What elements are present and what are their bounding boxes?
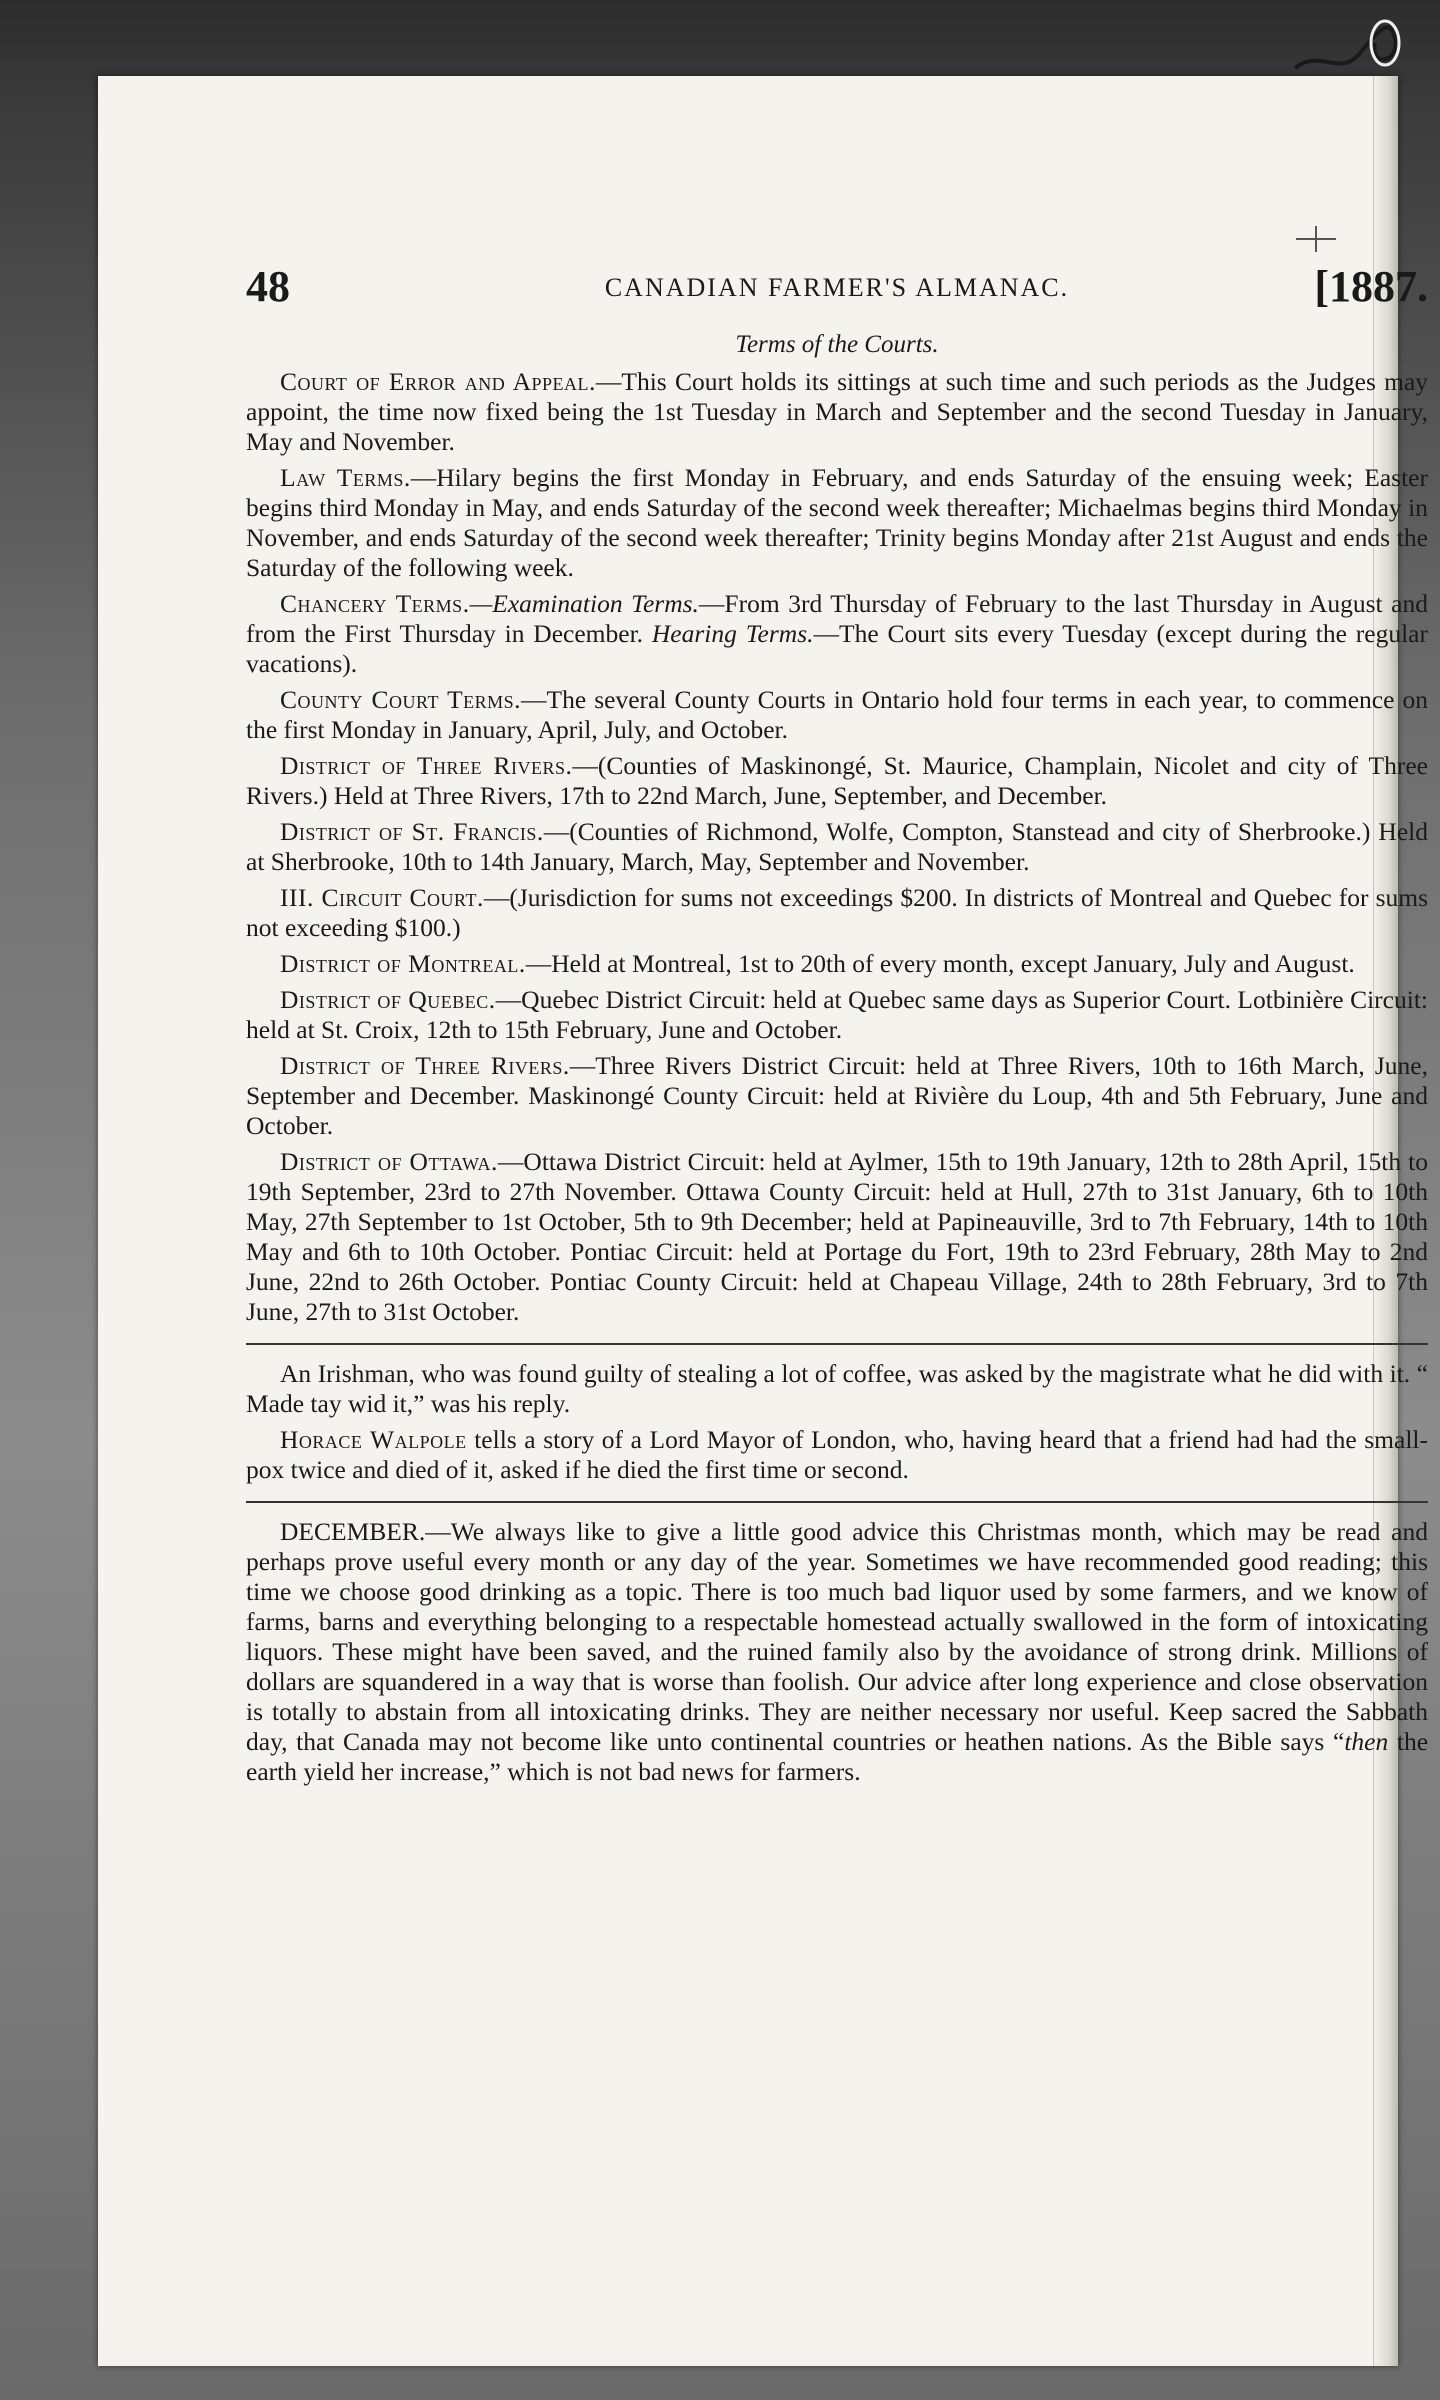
- paragraph-text: —(Counties of Richmond, Wolfe, Compton, Stanstead and city of Sherbrooke.) Held at Sherbrooke, 10th to 14th January, March, May, September and November.: [246, 817, 1428, 876]
- running-title: CANADIAN FARMER'S ALMANAC.: [604, 273, 1070, 302]
- paragraph-lead: III. Circuit Court.: [280, 883, 484, 912]
- paragraph-text: —The Court sits every Tuesday (except during the regular vacations).: [246, 619, 1428, 678]
- paragraph-lead: District of Three Rivers.: [280, 751, 573, 780]
- anecdote-text: tells a story of a Lord Mayor of London, who, having heard that a friend had had the small-pox twice and died of it, asked if he died the first time or second.: [246, 1425, 1428, 1484]
- anecdote-walpole: [246, 1425, 1428, 1485]
- paragraph-italic: Hearing Terms.: [651, 619, 814, 648]
- paragraph-court-of-error: [246, 367, 1428, 457]
- section-title: Terms of the Courts.: [735, 331, 939, 358]
- paragraph-law-terms: [246, 463, 1428, 583]
- paragraph-text: —This Court holds its sittings at such time and such periods as the Judges may appoint, the time now fixed being the 1st Tuesday in March and September and the second Tuesday in January, May and November.: [246, 367, 1429, 456]
- page-number: 48: [246, 262, 290, 311]
- paragraph-lead: County Court Terms.: [280, 685, 522, 714]
- december-text: the earth yield her increase,” which is not bad news for farmers.: [246, 1727, 1429, 1786]
- paragraph-lead: District of Quebec.: [280, 985, 496, 1014]
- paragraph-text: —Held at Montreal, 1st to 20th of every month, except January, July and August.: [525, 949, 1355, 978]
- page-header: [246, 261, 1428, 321]
- paragraph-lead: Court of Error and Appeal.: [280, 367, 596, 396]
- paragraph-text: —Three Rivers District Circuit: held at Three Rivers, 10th to 16th March, June, September and December. Maskinongé County Circuit: held at Rivière du Loup, 4th and 5th February, June and October.: [246, 1051, 1428, 1140]
- paragraph-lead: Chancery Terms.: [280, 589, 470, 618]
- divider-rule: [246, 1501, 1428, 1503]
- paragraph-county-court: [246, 685, 1428, 745]
- anecdote-lead: Horace Walpole: [280, 1425, 467, 1454]
- paragraph-ottawa: [246, 1147, 1428, 1327]
- paragraph-lead: District of Ottawa.: [280, 1147, 498, 1176]
- anecdote-irishman: [246, 1359, 1428, 1419]
- year-label: [1887.: [1314, 262, 1428, 311]
- december-italic: then: [1344, 1727, 1389, 1756]
- paragraph-circuit-court: [246, 883, 1428, 943]
- paragraph-lead: District of St. Francis.: [280, 817, 544, 846]
- paragraph-text: —(Jurisdiction for sums not exceedings $200. In districts of Montreal and Quebec for sums not exceeding $100.): [246, 883, 1428, 942]
- pin-mark-icon: [1296, 226, 1336, 252]
- paragraph-december: [246, 1517, 1428, 1787]
- paragraph-text: —From 3rd Thursday of February to the last Thursday in August and from the First Thursday in December.: [246, 589, 1428, 648]
- december-lead: DECEMBER.: [280, 1517, 426, 1546]
- paragraph-text: —The several County Courts in Ontario hold four terms in each year, to commence on the first Monday in January, April, July, and October.: [246, 685, 1428, 744]
- paragraph-lead: District of Three Rivers.: [280, 1051, 570, 1080]
- paragraph-lead: District of Montreal.: [280, 949, 526, 978]
- paragraph-text: —Hilary begins the first Monday in February, and ends Saturday of the ensuing week; Easter begins third Monday in May, and ends Saturday of the second week thereafter; Michaelmas begins third Monday in November, and ends Saturday of the second week thereafter; Trinity begins Monday after 21st August and ends the Saturday of the following week.: [246, 463, 1428, 582]
- paragraph-text: —Quebec District Circuit: held at Quebec same days as Superior Court. Lotbinière Circuit: held at St. Croix, 12th to 15th February, June and October.: [246, 985, 1428, 1044]
- paragraph-chancery-terms: [246, 589, 1428, 679]
- paragraph-montreal: [246, 949, 1428, 979]
- paragraph-st-francis: [246, 817, 1428, 877]
- paragraph-italic: —Examination Terms.: [469, 589, 699, 618]
- divider-rule: [246, 1343, 1428, 1345]
- december-text: —We always like to give a little good advice this Christmas month, which may be read and perhaps prove useful every month or any day of the year. Sometimes we have recommended good reading; this time we choose good drinking as a topic. There is too much bad liquor used by some farmers, and we know of farms, barns and everything belonging to a respectable homestead actually swallowed in the form of intoxicating liquors. These might have been saved, and the ruined family also by the avoidance of strong drink. Millions of dollars are squandered in a way that is worse than foolish. Our advice after long experience and close observation is totally to abstain from all intoxicating drinks. They are neither necessary nor useful. Keep sacred the Sabbath day, that Canada may not become like unto continental countries or heathen nations. As the Bible says “: [246, 1517, 1428, 1756]
- paragraph-three-rivers-circuit: [246, 1051, 1428, 1141]
- paragraph-text: —(Counties of Maskinongé, St. Maurice, Champlain, Nicolet and city of Three Rivers.) Held at Three Rivers, 17th to 22nd March, June, September, and December.: [246, 751, 1428, 810]
- paragraph-text: —Ottawa District Circuit: held at Aylmer, 15th to 19th January, 12th to 28th April, 15th to 19th September, 23rd to 27th November. Ottawa County Circuit: held at Hull, 27th to 31st January, 6th to 10th May, 27th September to 1st October, 5th to 9th December; held at Papineauville, 3rd to 7th February, 14th to 10th May and 6th to 10th October. Pontiac Circuit: held at Portage du Fort, 19th to 23rd February, 28th May to 2nd June, 22nd to 26th October. Pontiac County Circuit: held at Chapeau Village, 24th to 28th February, 3rd to 7th June, 27th to 31st October.: [246, 1147, 1428, 1326]
- page-content: [246, 261, 1428, 1793]
- paragraph-lead: Law Terms.: [280, 463, 411, 492]
- paragraph-three-rivers: [246, 751, 1428, 811]
- paragraph-quebec: [246, 985, 1428, 1045]
- almanac-page: [98, 76, 1429, 2366]
- anecdote-text: An Irishman, who was found guilty of stealing a lot of coffee, was asked by the magistrate what he did with it. “ Made tay wid it,” was his reply.: [246, 1359, 1428, 1418]
